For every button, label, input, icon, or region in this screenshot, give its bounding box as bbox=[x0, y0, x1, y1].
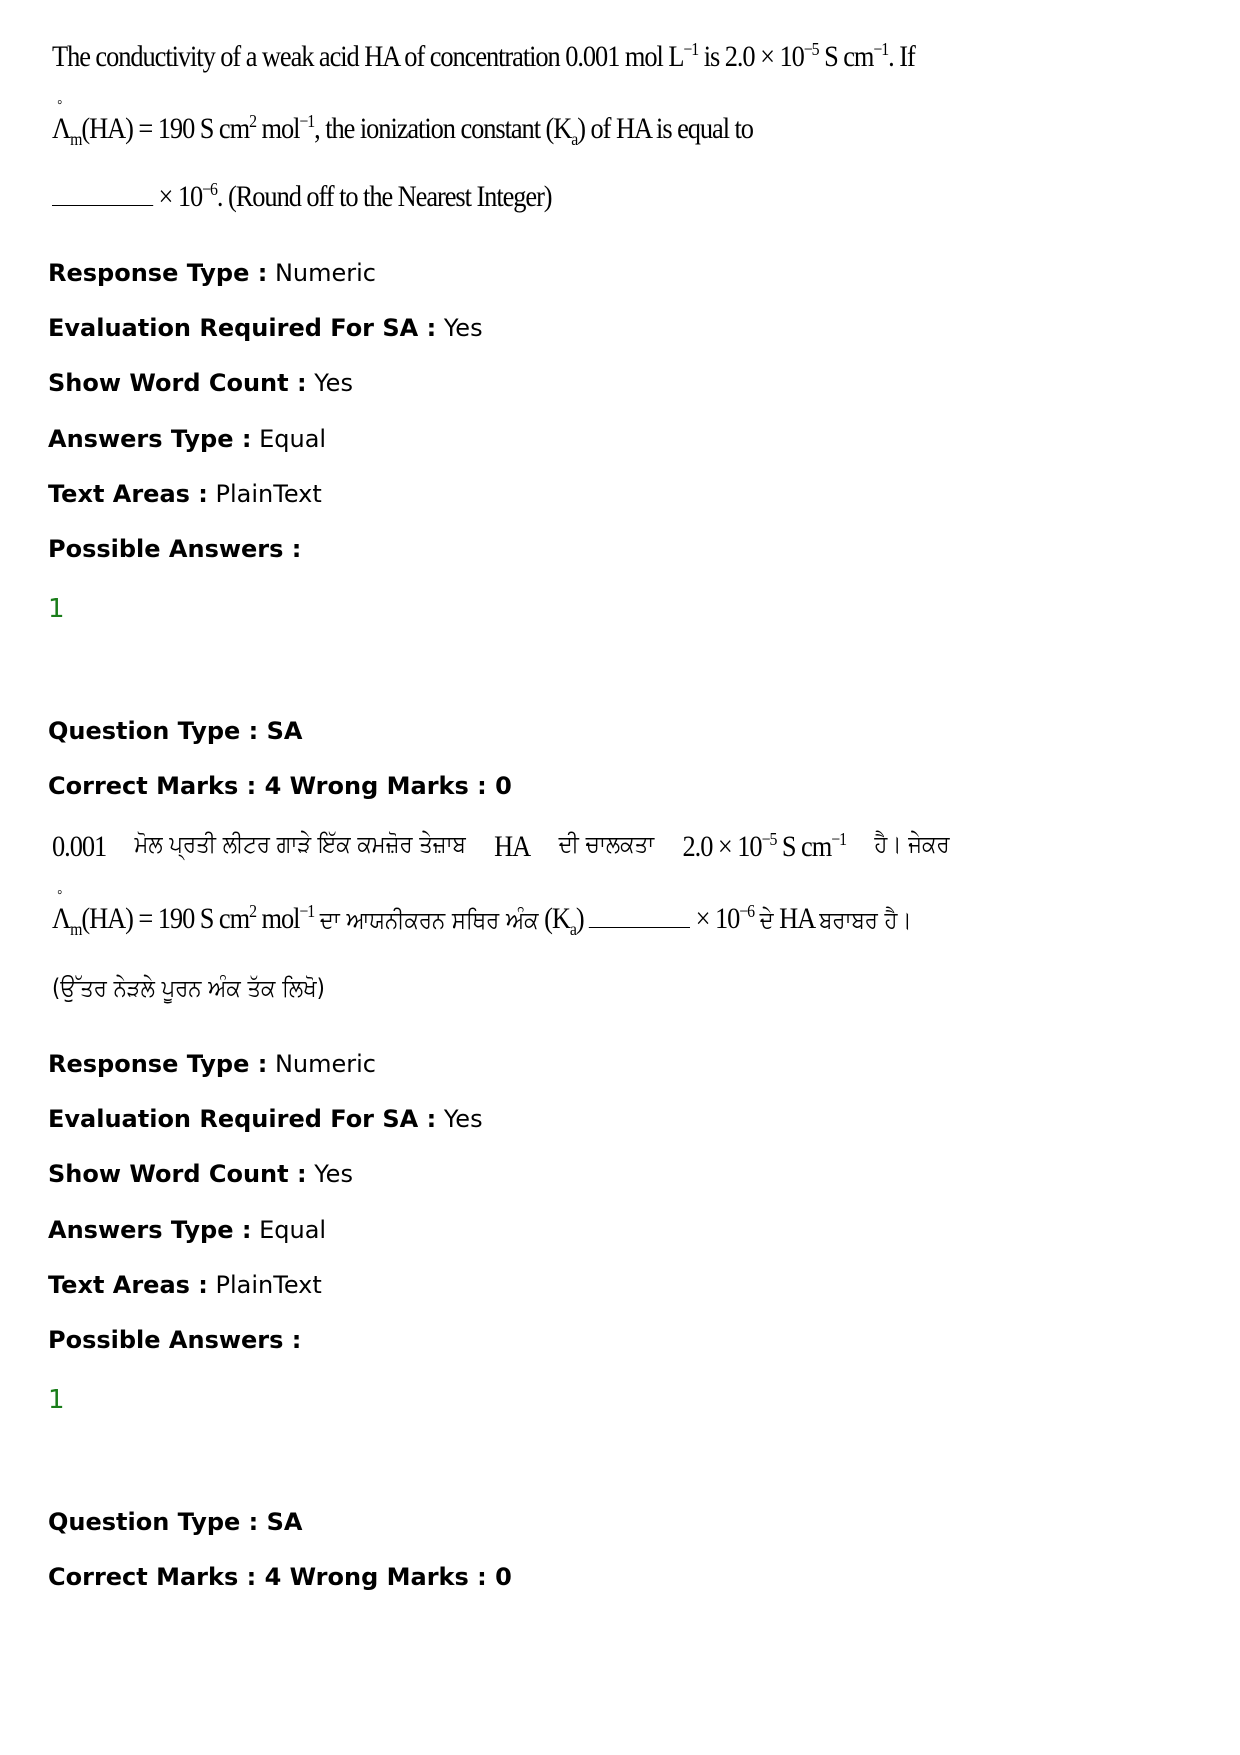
answer-blank bbox=[589, 926, 690, 928]
answers-type-row: Answers Type : Equal bbox=[48, 425, 327, 453]
question-1-line-3: × $10^{-6}$. (Round off to the Nearest Integer) bbox=[52, 180, 552, 214]
marks-label: Correct Marks : 4 Wrong Marks : 0 bbox=[48, 1563, 512, 1591]
evaluation-required-row: Evaluation Required For SA : Yes bbox=[48, 314, 483, 342]
question-type-label: Question Type : SA bbox=[48, 1508, 303, 1536]
answer-blank bbox=[52, 204, 153, 206]
possible-answers-row: Possible Answers : bbox=[48, 535, 302, 563]
show-word-count-row: Show Word Count : Yes bbox=[48, 369, 353, 397]
question-2-line-3: (ਉੱਤਰ ਨੇੜਲੇ ਪੂਰਨ ਅੰਕ ਤੱਕ ਲਿਖੋ) bbox=[52, 974, 325, 1002]
text-areas-row: Text Areas : PlainText bbox=[48, 480, 322, 508]
question-1-line-2: ° $\Lambda_m(HA) = 190$ S $cm^2$ mol$^{-1}$, the ionization constant $(K_a)$ of HA is equal to bbox=[52, 98, 753, 149]
possible-answers-row: Possible Answers : bbox=[48, 1326, 302, 1354]
text-areas-row: Text Areas : PlainText bbox=[48, 1271, 322, 1299]
evaluation-required-row: Evaluation Required For SA : Yes bbox=[48, 1105, 483, 1133]
question-type-label: Question Type : SA bbox=[48, 717, 303, 745]
marks-label: Correct Marks : 4 Wrong Marks : 0 bbox=[48, 772, 512, 800]
possible-answer-value: 1 bbox=[48, 1385, 65, 1415]
question-2-line-2: ° $\Lambda_m(HA) = 190$ S $cm^2$ mol$^{-1}$ ਦਾ ਆਯਨੀਕਰਨ ਸਥਿਰ ਅੰਕ $(K_a) \times 10^{-6}$ ਦੇ HA ਬਰਾਬਰ ਹੈ। bbox=[52, 888, 912, 939]
possible-answer-value: 1 bbox=[48, 594, 65, 624]
question-2-line-1: 0.001 ਮੋਲ ਪ੍ਰਤੀ ਲੀਟਰ ਗਾੜੇ ਇੱਕ ਕਮਜ਼ੋਰ ਤੇਜ਼ਾਬ HA ਦੀ ਚਾਲਕਤਾ $2.0 \times 10^{-5}$ S $cm^{-1}$ ਹੈ। ਜੇਕਰ bbox=[52, 829, 950, 863]
question-1-line-1: The conductivity of a weak acid HA of concentration 0.001 mol $L^{-1}$ is $2.0 \times 10^{-5}$ S $cm^{-1}$. If bbox=[52, 39, 915, 73]
response-type-row: Response Type : Numeric bbox=[48, 259, 376, 287]
show-word-count-row: Show Word Count : Yes bbox=[48, 1160, 353, 1188]
response-type-row: Response Type : Numeric bbox=[48, 1050, 376, 1078]
answers-type-row: Answers Type : Equal bbox=[48, 1216, 327, 1244]
